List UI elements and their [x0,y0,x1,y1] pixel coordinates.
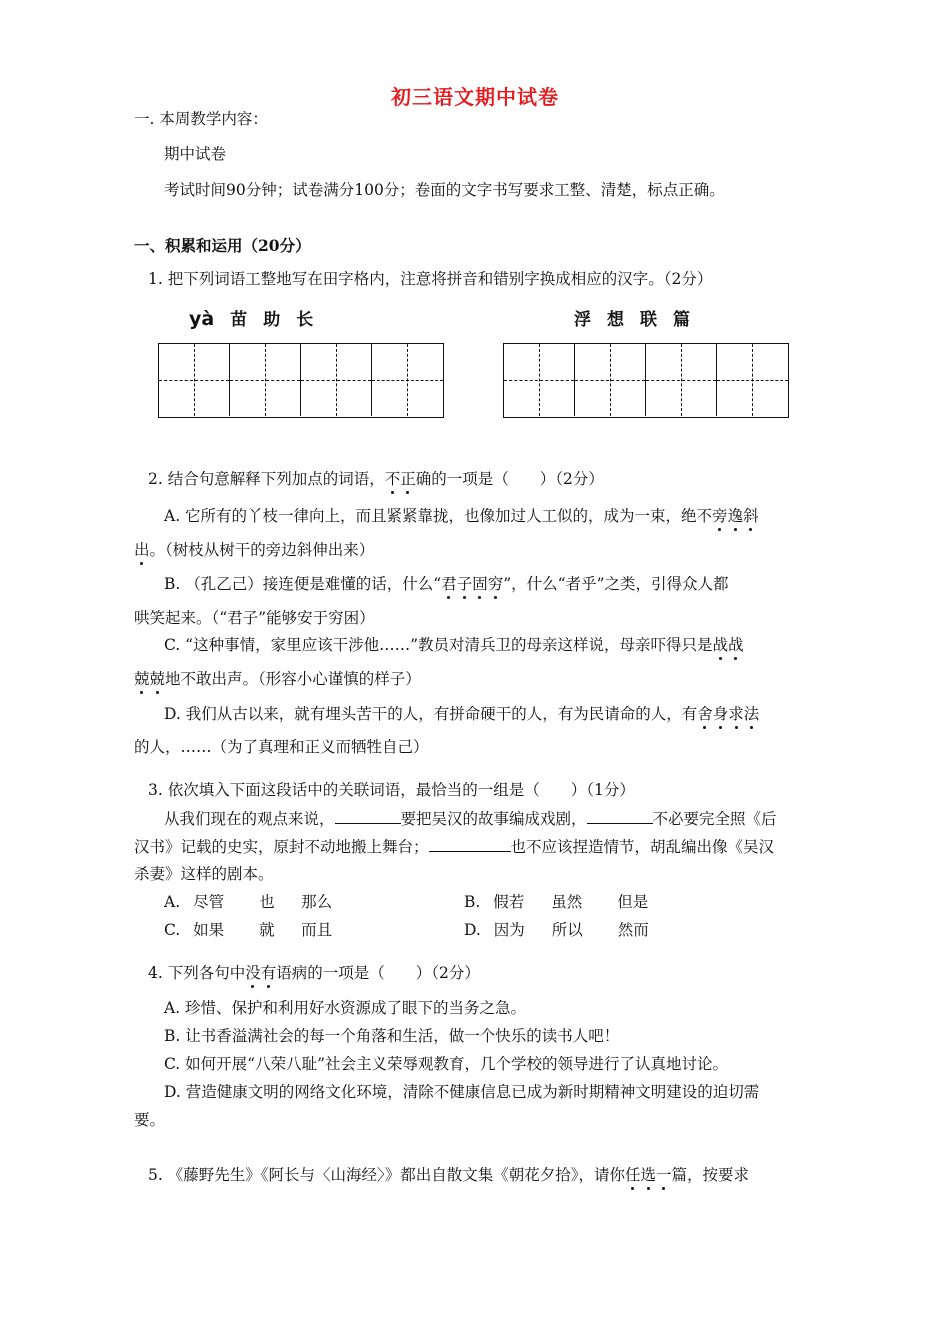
grid-cell[interactable] [504,344,575,416]
q4-option-d: D. 营造健康文明的网络文化环境，清除不健康信息已成为新时期精神文明建设的迫切需 [164,1083,760,1101]
dotted-char: 没 [245,964,261,982]
q1-stem: 1. 把下列词语工整地写在田字格内，注意将拼音和错别字换成相应的汉字。（2分） [148,270,713,288]
option-word: 虽然 [551,893,583,911]
text: 5. 《藤野先生》《阿长与〈山海经〉》都出自散文集《朝花夕拾》，请你 [148,1166,625,1184]
q4-stem [148,963,480,983]
option-word: 尽管 [193,893,225,911]
grid-cell[interactable] [159,344,230,416]
fill-blank[interactable] [335,808,401,824]
dotted-char: 逸 [727,507,744,525]
dotted-char: 有 [260,964,277,982]
q4-option-c: C. 如何开展“八荣八耻”社会主义荣辱观教育，几个学校的领导进行了认真地讨论。 [164,1055,729,1073]
option-word: 而且 [301,921,333,939]
char: 联 [640,310,657,330]
section-heading: 一、积累和运用（20分） [134,236,311,255]
page-title: 初三语文期中试卷 [391,85,559,109]
option-label: B. [464,893,481,911]
text: B. （孔乙己）接连便是难懂的话，什么“ [164,575,442,593]
tianzige-grid-1[interactable] [158,343,444,418]
q3-stem: 3. 依次填入下面这段话中的关联词语，最恰当的一组是（ ）（1分） [148,781,635,799]
intro-content: 期中试卷 [164,145,227,163]
q3-option-d [464,920,649,940]
text: 。（树枝从树干的旁边斜伸出来） [149,541,375,559]
dotted-char: 舍 [697,705,713,723]
q3-option-c [164,920,332,940]
dotted-char: 不 [384,470,401,488]
text: 汉书》记载的史实，原封不动地搬上舞台； [134,838,429,856]
char: 篇 [673,310,690,330]
dotted-char: 战 [712,636,729,654]
dotted-char: 身 [712,705,729,723]
char: 长 [296,310,314,330]
text: 不必要完全照《后 [652,810,777,828]
grid-cell[interactable] [230,344,301,416]
option-label: D. [464,921,481,939]
dotted-char: 出 [134,541,150,559]
q2-option-d [164,704,759,724]
text: 地不敢出声。（形容小心谨慎的样子） [165,670,421,688]
q2-option-a [164,506,759,526]
option-word: 然而 [617,921,649,939]
exam-note: 考试时间90分钟；试卷满分100分；卷面的文字书写要求工整、清楚，标点正确。 [164,181,725,199]
dotted-char: 选 [640,1166,656,1184]
option-word: 那么 [301,893,333,911]
q4-option-b: B. 让书香溢满社会的每一个角落和生活，做一个快乐的读书人吧！ [164,1027,620,1045]
q1-word-1 [189,305,329,330]
option-word: 就 [259,921,275,939]
option-word: 但是 [617,893,649,911]
q2-option-b [164,574,729,594]
option-word: 所以 [551,921,583,939]
char: 苗 [230,310,248,330]
fill-blank[interactable] [587,808,653,824]
q3-passage-line3: 杀妻》这样的剧本。 [134,865,274,883]
text: 从我们现在的观点来说， [164,810,335,828]
dotted-char: 兢 [149,670,166,688]
pinyin-ya: yà [189,308,215,330]
q2-option-d-cont: 的人，……（为了真理和正义而牺牲自己） [134,738,429,756]
option-word: 假若 [493,893,525,911]
q4-option-a: A. 珍惜、保护和利用好水资源成了眼下的当务之急。 [164,999,527,1017]
text: 语病的一项是（ ）（2分） [276,964,480,982]
tianzige-grid-2[interactable] [503,343,789,418]
dotted-char: 斜 [743,507,759,525]
grid-cell[interactable] [646,344,717,416]
q2-option-c-cont [134,669,421,689]
option-word: 如果 [193,921,225,939]
dotted-char: 固 [472,575,488,593]
option-word: 也 [259,893,275,911]
q3-option-b [464,892,648,912]
option-label: A. [164,893,181,911]
text: ”，什么“者乎”之类，引得众人都 [503,575,729,593]
text: A. 它所有的丫枝一律向上，而且紧紧靠拢，也像加过人工似的，成为一束，绝不 [164,507,713,525]
q5-stem [148,1165,749,1185]
grid-cell[interactable] [575,344,646,416]
dotted-char: 一 [656,1166,672,1184]
q2-stem [148,469,604,489]
text: 4. 下列各句中 [148,964,246,982]
char: 想 [607,310,624,330]
dotted-char: 任 [624,1166,641,1184]
q1-word-2 [574,305,706,330]
fill-blank[interactable] [429,836,511,852]
q2-option-b-cont: 哄笑起来。（“君子”能够安于穷困） [134,609,375,627]
grid-cell[interactable] [372,344,443,416]
q3-option-a [164,892,332,912]
text: 要把吴汉的故事编成戏剧， [400,810,587,828]
q4-option-d-cont: 要。 [134,1111,166,1129]
char: 浮 [574,310,591,330]
char: 助 [263,310,281,330]
dotted-char: 旁 [712,507,728,525]
dotted-char: 法 [743,705,760,723]
q2-option-a-cont [134,540,374,560]
dotted-char: 子 [456,575,473,593]
dotted-char: 求 [728,705,744,723]
dotted-char: 穷 [487,575,504,593]
option-label: C. [164,921,181,939]
dotted-char: 正 [400,470,416,488]
option-word: 因为 [493,921,525,939]
text: 2. 结合句意解释下列加点的词语， [148,470,385,488]
dotted-char: 战 [728,636,744,654]
q3-passage-line1 [164,808,777,829]
q3-passage-line2 [134,836,774,857]
q2-option-c [164,635,744,655]
text: 也不应该捏造情节，胡乱编出像《吴汉 [510,838,775,856]
intro-heading: 一. 本周教学内容： [134,110,268,128]
text: 确的一项是（ ）（2分） [415,470,604,488]
grid-cell[interactable] [717,344,788,416]
dotted-char: 君 [441,575,457,593]
grid-cell[interactable] [301,344,372,416]
dotted-char: 兢 [134,670,150,688]
text: 篇，按要求 [671,1166,750,1184]
text: D. 我们从古以来，就有埋头苦干的人，有拼命硬干的人，有为民请命的人，有 [164,705,698,723]
text: C. “这种事情，家里应该干涉他……”教员对清兵卫的母亲这样说，母亲吓得只是 [164,636,713,654]
